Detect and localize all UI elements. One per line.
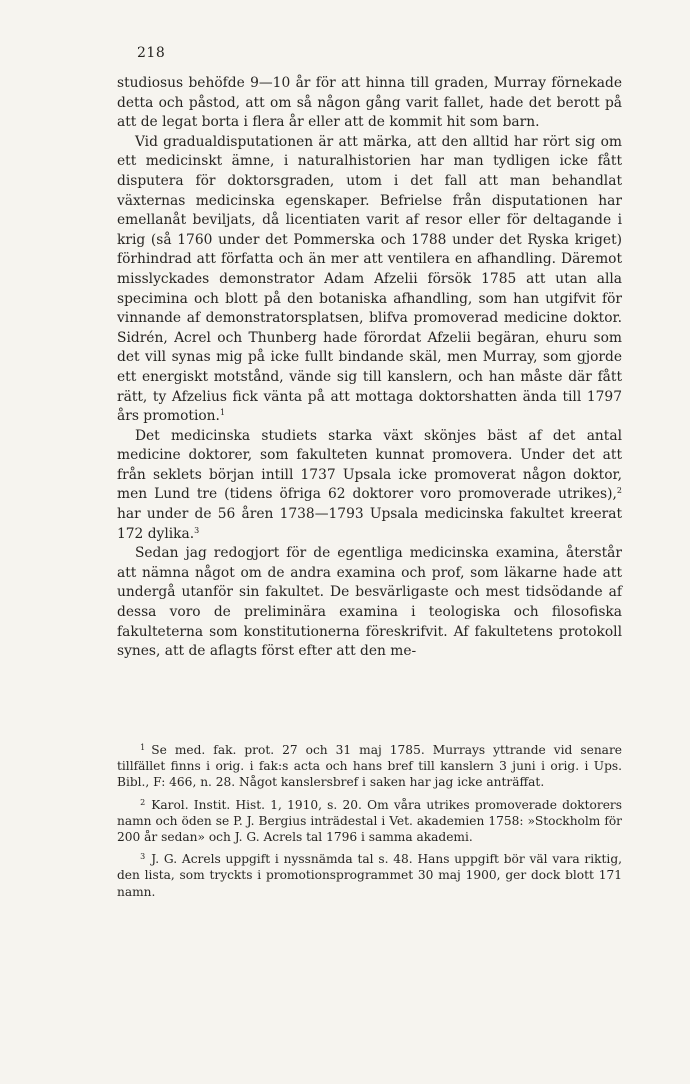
footnote-reference-2: 2 (616, 486, 622, 496)
paragraph-1: studiosus behöfde 9—10 år för att hinna till graden, Murray förnekade detta och påstod, att om så någon gång varit fallet, hade det berott på att de legat borta i flera år eller att de kommit hit som barn. (117, 75, 622, 131)
page-number: 218 (137, 45, 166, 61)
paragraph-2-text: Vid gradualdisputationen är att märka, att den alltid har rört sig om ett medicinskt ämne, i naturalhistorien har man tydligen icke fått disputera för doktorsgraden, utom i det fall att man behandlat växternas medicinska egenskaper. Befrielse från disputationen har emellanåt beviljats, då licentiaten varit af resor eller för deltagande i krig (så 1760 under det Pommerska och 1788 under det Ryska kriget) förhindrad att författa och än mer att ventilera en afhandling. Däremot misslyckades demonstrator Adam Afzelii försök 1785 att utan alla specimina och blott på den botaniska afhandling, som han utgifvit för vinnande af demonstratorsplatsen, blifva promoverad medicine doktor. Sidrén, Acrel och Thunberg hade förordat Afzelii begäran, ehuru som det vill synas mig på icke fullt bindande skäl, men Murray, som gjorde ett energiskt motstånd, vände sig till kanslern, och han måste där fått rätt, ty Afzelius fick vänta på att mottaga doktorshatten ända till 1797 års promotion. (117, 133, 622, 425)
footnotes (117, 742, 622, 906)
footnote-reference-3: 3 (194, 525, 200, 535)
footnote-mark: 3 (140, 852, 146, 862)
paragraph-4: Sedan jag redogjort för de egentliga medicinska examina, återstår att nämna något om de andra examina och prof, som läkarne hade att undergå utanför sin fakultet. De besvärligaste och mest tidsödande af dessa voro de preliminära examina i teologiska och filosofiska fakulteterna som konstitutionerna föreskrifvit. Af fakultetens protokoll synes, att de aflagts först efter att den me- (117, 545, 622, 660)
footnote (117, 742, 622, 791)
footnote-mark: 2 (140, 797, 146, 807)
footnote-reference-1: 1 (219, 408, 226, 418)
main-text (117, 74, 622, 662)
footnote-text: Se med. fak. prot. 27 och 31 maj 1785. Murrays yttrande vid senare tillfället finns i orig. i fak:s acta och hans bref till kanslern 3 juni i orig. i Ups. Bibl., F: 466, n. 28. Något kanslersbref i saken har jag icke anträffat. (117, 743, 622, 790)
footnote-mark: 1 (140, 743, 146, 752)
paragraph-3-text-a: Det medicinska studiets starka växt skönjes bäst af det antal medicine doktorer, som fakulteten kunnat promovera. Under det att från seklets början intill 1737 Upsala icke promoverat någon doktor, men Lund tre (tidens öfriga 62 doktorer voro promoverade utrikes), (117, 427, 622, 503)
paragraph-3-text-b: har under de 56 åren 1738—1793 Upsala medicinska fakultet kreerat 172 dylika. (117, 506, 622, 542)
footnote (117, 851, 622, 900)
footnote-text: Karol. Instit. Hist. 1, 1910, s. 20. Om våra utrikes promoverade doktorers namn och öden se P. J. Bergius inträdestal i Vet. akademien 1758: »Stockholm för 200 år sedan» och J. G. Acrels tal 1796 i samma akademi. (117, 797, 622, 845)
paragraph-3 (117, 427, 622, 545)
paragraph-2 (117, 133, 622, 427)
footnote-text: J. G. Acrels uppgift i nyssnämda tal s. 48. Hans uppgift bör väl vara riktig, den lista, som tryckts i promotionsprogrammet 30 maj 1900, ger dock blott 171 namn. (117, 852, 622, 899)
footnote (117, 797, 622, 846)
